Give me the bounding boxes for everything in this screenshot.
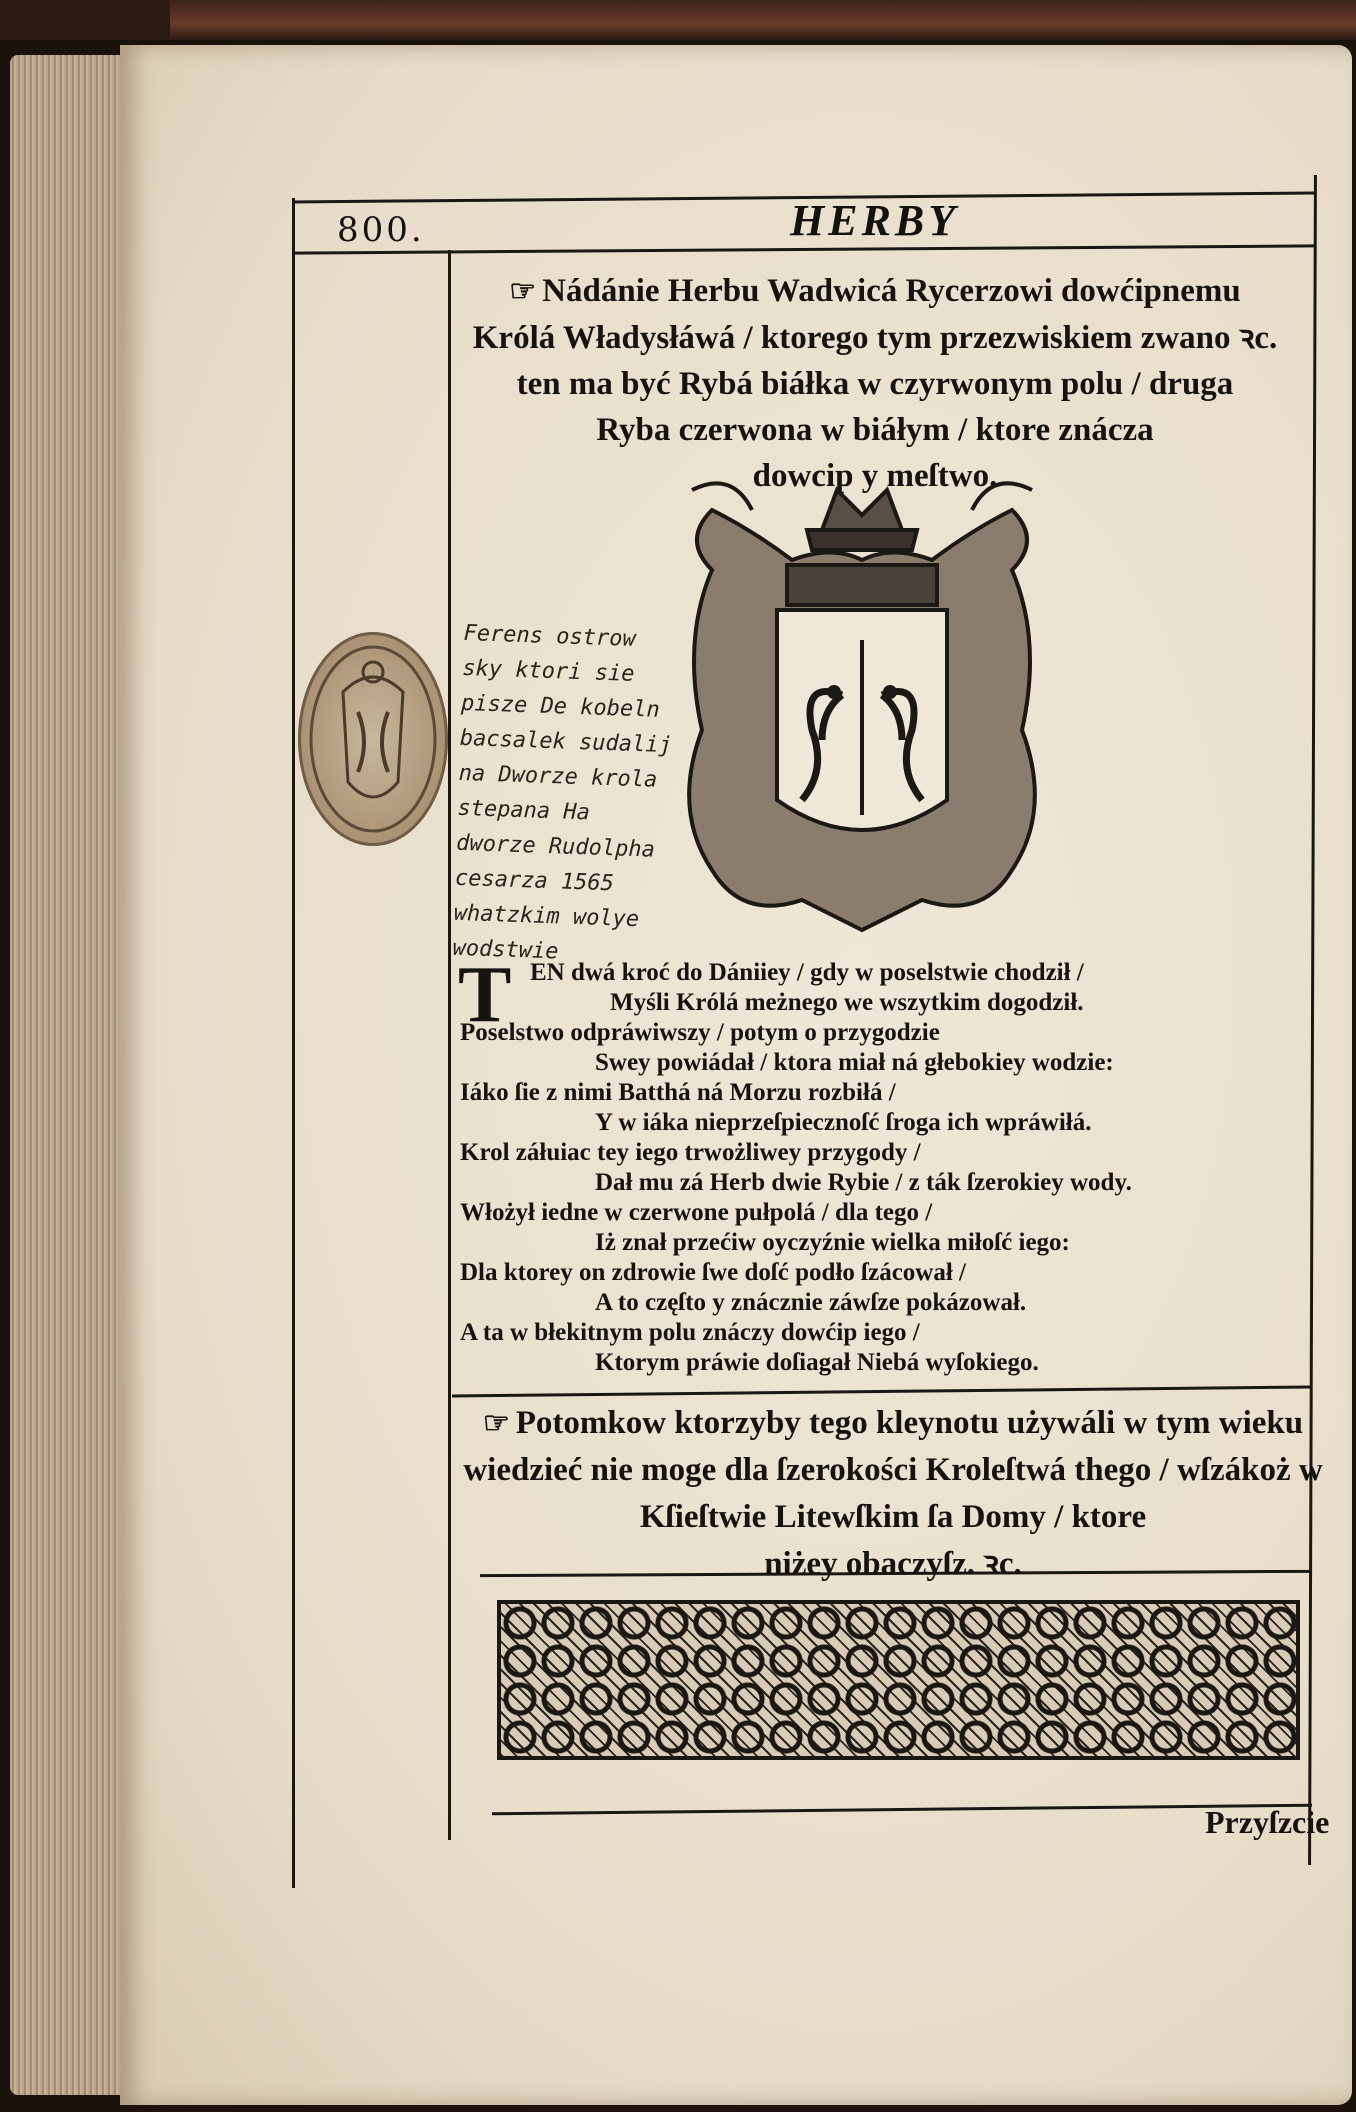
- poem-line: Myśli Królá meżnego we wszytkim dogodził.: [610, 989, 1084, 1016]
- wax-seal: [298, 632, 448, 846]
- coat-of-arms-woodcut: [672, 470, 1052, 940]
- poem-line: Ktorym práwie doſiagał Niebá wyſokiego.: [595, 1349, 1039, 1376]
- hand-line: stepana Ha: [457, 795, 591, 826]
- hand-line: bacsalek sudalij: [459, 725, 673, 759]
- poem: [460, 958, 1320, 1378]
- poem-line: Swey powiádał / ktora miał ná głebokiey wodzie:: [595, 1049, 1114, 1076]
- para-line: Kſieſtwie Litewſkim ſa Domy / ktore: [639, 1499, 1147, 1535]
- book-cover-top-edge: [170, 0, 1356, 40]
- running-head: HERBY: [790, 196, 960, 245]
- hand-line: Ferens ostrow: [463, 620, 637, 652]
- poem-line: Krol záłuiac tey iego trwożliwey przygody /: [460, 1139, 921, 1166]
- poem-line: A to częſto y znácznie záwſze pokázował.: [595, 1289, 1027, 1316]
- crown-icon: [822, 490, 902, 530]
- title-line: ten ma być Rybá biáłka w czyrwonym polu / druga: [516, 366, 1234, 402]
- hand-line: whatzkim wolye: [453, 900, 640, 933]
- frame-inner-left-rule: [448, 250, 451, 1840]
- poem-line: Poselstwo odpráwiwszy / potym o przygodzie: [460, 1019, 940, 1046]
- title-line: Ryba czerwona w biáłym / ktore znácza: [596, 412, 1154, 448]
- drop-cap: T: [458, 951, 512, 1039]
- frame-left-rule: [292, 198, 295, 1888]
- hand-line: sky ktori sie: [461, 655, 635, 687]
- poem-line: Y w iáka nieprzeſpiecznoſć ſroga ich wpráwiłá.: [595, 1109, 1092, 1136]
- poem-line: Włożył iedne w czerwone pułpolá / dla tego /: [460, 1199, 933, 1226]
- seal-emblem-icon: [298, 632, 448, 846]
- poem-line: Iż znał przećiw oyczyźnie wielka miłoſć iego:: [595, 1229, 1070, 1256]
- manicule-icon: ☞: [482, 1407, 510, 1440]
- para-line: Potomkow ktorzyby tego kleynotu używáli w tym wieku: [515, 1405, 1304, 1441]
- para-line: niżey obaczyſz. ꝛc.: [764, 1546, 1022, 1582]
- handwritten-note: [452, 616, 704, 974]
- poem-line: A ta w błekitnym polu znáczy dowćip iego /: [460, 1319, 920, 1346]
- hand-line: dworze Rudolpha: [455, 830, 656, 863]
- poem-line: EN dwá kroć do Dániiey / gdy w poselstwie chodził /: [530, 959, 1084, 986]
- manicule-icon: ☞: [509, 275, 537, 308]
- hand-line: wodstwie: [452, 935, 559, 965]
- title-line: Nádánie Herbu Wadwicá Rycerzowi dowćipnemu: [542, 273, 1241, 309]
- poem-line: Iáko ſie z nimi Batthá ná Morzu rozbiłá /: [460, 1079, 896, 1106]
- descendants-paragraph: [463, 1400, 1323, 1588]
- title-line: Królá Władysłáwá / ktorego tym przezwiskiem zwano ꝛc.: [472, 320, 1278, 356]
- poem-line: Dał mu zá Herb dwie Rybie / z ták ſzerokiey wody.: [595, 1169, 1132, 1196]
- hand-line: na Dworze krola: [458, 760, 658, 793]
- poem-line: Dla ktorey on zdrowie ſwe doſć podło ſzácował /: [460, 1259, 966, 1286]
- title-line: dowcip y meſtwo.: [752, 458, 998, 494]
- page-number: 800.: [337, 210, 425, 250]
- section-title: [455, 268, 1295, 499]
- hand-line: pisze De kobeln: [460, 690, 661, 723]
- hand-line: cesarza 1565: [454, 865, 615, 897]
- para-line: wiedzieć nie moge dla ſzerokości Kroleſtwá thego / wſzákoż w: [463, 1452, 1323, 1488]
- page-edges: [10, 55, 135, 2095]
- decorative-ornament-band: [497, 1600, 1300, 1760]
- catchword: Przyſzcie: [1205, 1804, 1330, 1840]
